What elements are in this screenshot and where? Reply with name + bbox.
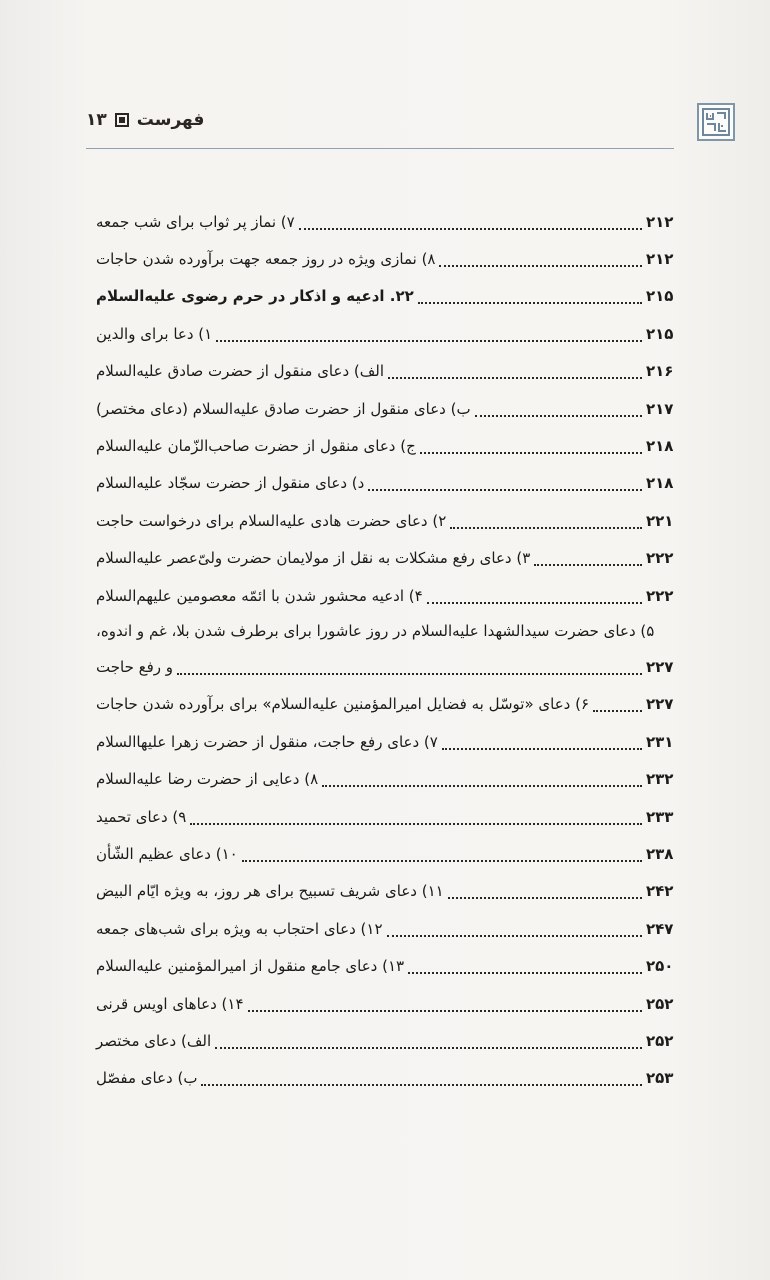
toc-entry-page: ۲۱۸ (646, 437, 674, 456)
toc-entry-page: ۲۳۸ (646, 844, 674, 863)
toc-entry (92, 577, 686, 614)
toc-entry (92, 1022, 686, 1059)
toc-entry (92, 353, 686, 390)
dot-leader (201, 1082, 642, 1086)
toc-entry-title: و رفع حاجت (96, 657, 174, 676)
dot-leader (299, 226, 642, 230)
table-of-contents (92, 203, 686, 1097)
toc-entry (92, 873, 686, 910)
toc-entry-page: ۲۱۷ (646, 399, 674, 418)
toc-entry-title: ب) دعای مفصّل (96, 1069, 198, 1088)
toc-entry-title: ج) دعای منقول از حضرت صاحب‌الزّمان علیه‌السلام (96, 437, 416, 456)
dot-leader (442, 746, 642, 750)
toc-entry (92, 390, 686, 427)
toc-entry (92, 278, 686, 315)
toc-entry-page: ۲۱۲ (646, 250, 674, 269)
toc-entry-title: ۷) دعای رفع حاجت، منقول از حضرت زهرا علیهاالسلام (96, 732, 438, 751)
page-number: ۱۳ (86, 110, 107, 130)
toc-entry (92, 540, 686, 577)
toc-entry-title: ۸) نمازی ویژه در روز جمعه جهت برآورده شدن حاجات (96, 250, 436, 269)
toc-entry (92, 686, 686, 723)
toc-entry-page: ۲۲۲ (646, 586, 674, 605)
publisher-logo-icon (697, 103, 735, 141)
toc-entry-title: ۲۲. ادعیه و اذکار در حرم رضوی علیه‌السلام (96, 287, 414, 306)
dot-leader (216, 338, 642, 342)
toc-entry (92, 648, 686, 685)
toc-entry-page: ۲۳۳ (646, 807, 674, 826)
toc-entry (92, 614, 686, 648)
dot-leader (408, 970, 642, 974)
dot-leader (388, 375, 642, 379)
toc-entry-page: ۲۴۲ (646, 882, 674, 901)
toc-entry-title: ب) دعای منقول از حضرت صادق علیه‌السلام (دعای مختصر) (96, 399, 471, 418)
toc-entry-page: ۲۱۲ (646, 212, 674, 231)
toc-entry (92, 760, 686, 797)
toc-entry (92, 240, 686, 277)
toc-entry-page: ۲۱۸ (646, 474, 674, 493)
dot-leader (450, 525, 642, 529)
dot-leader (215, 1045, 642, 1049)
toc-entry-title: الف) دعای منقول از حضرت صادق علیه‌السلام (96, 362, 385, 381)
toc-entry-title: ۱۱) دعای شریف تسبیح برای هر روز، به ویژه ایّام البیض (96, 882, 444, 901)
toc-entry-title: ۱۴) دعاهای اویس قرنی (96, 994, 244, 1013)
toc-entry (92, 465, 686, 502)
dot-leader (242, 858, 642, 862)
toc-entry-page: ۲۴۷ (646, 919, 674, 938)
toc-entry-page: ۲۱۶ (646, 362, 674, 381)
toc-entry-title: ۷) نماز پر ثواب برای شب جمعه (96, 212, 295, 231)
square-bullet-icon (115, 113, 129, 127)
toc-entry-title: ۱۲) دعای احتجاب به ویژه برای شب‌های جمعه (96, 919, 383, 938)
dot-leader (322, 783, 642, 787)
dot-leader (475, 413, 642, 417)
toc-entry-title: ۱) دعا برای والدین (96, 324, 213, 343)
dot-leader (248, 1008, 642, 1012)
toc-entry (92, 203, 686, 240)
toc-entry-page: ۲۱۵ (646, 324, 674, 343)
toc-entry-title: ۵) دعای حضرت سیدالشهدا علیه‌السلام در روز عاشورا برای برطرف شدن بلا، غم و اندوه، (96, 622, 655, 641)
toc-entry-page: ۲۳۱ (646, 732, 674, 751)
dot-leader (448, 895, 642, 899)
toc-entry (92, 910, 686, 947)
toc-entry (92, 798, 686, 835)
toc-entry (92, 723, 686, 760)
toc-entry-page: ۲۵۲ (646, 1031, 674, 1050)
toc-entry-page: ۲۲۷ (646, 657, 674, 676)
toc-entry (92, 315, 686, 352)
toc-entry (92, 427, 686, 464)
toc-entry (92, 985, 686, 1022)
header-title: فهرست (136, 110, 205, 130)
dot-leader (593, 708, 642, 712)
running-head (86, 110, 204, 130)
dot-leader (534, 562, 642, 566)
toc-entry (92, 1060, 686, 1097)
toc-entry-title: ۴) ادعیه محشور شدن با ائمّه معصومین علیهم‌السلام (96, 586, 423, 605)
toc-entry-page: ۲۲۷ (646, 695, 674, 714)
toc-entry-page: ۲۵۰ (646, 957, 674, 976)
toc-entry-title: د) دعای منقول از حضرت سجّاد علیه‌السلام (96, 474, 365, 493)
toc-entry (92, 502, 686, 539)
dot-leader (420, 450, 642, 454)
toc-entry-title: ۲) دعای حضرت هادی علیه‌السلام برای درخواست حاجت (96, 511, 447, 530)
dot-leader (418, 300, 642, 304)
toc-entry-page: ۲۳۲ (646, 770, 674, 789)
toc-entry (92, 835, 686, 872)
toc-entry-page: ۲۲۲ (646, 549, 674, 568)
dot-leader (190, 821, 642, 825)
toc-entry-title: ۸) دعایی از حضرت رضا علیه‌السلام (96, 770, 319, 789)
toc-entry-title: ۶) دعای «توسّل به فضایل امیرالمؤمنین علیه‌السلام» برای برآورده شدن حاجات (96, 695, 590, 714)
toc-entry-page: ۲۵۳ (646, 1069, 674, 1088)
toc-entry-title: ۳) دعای رفع مشکلات به نقل از مولایمان حضرت ولیّ‌عصر علیه‌السلام (96, 549, 531, 568)
dot-leader (177, 671, 642, 675)
toc-entry-page: ۲۲۱ (646, 511, 674, 530)
dot-leader (368, 487, 642, 491)
dot-leader (439, 263, 642, 267)
toc-entry-title: الف) دعای مختصر (96, 1031, 212, 1050)
toc-entry (92, 947, 686, 984)
toc-entry-page: ۲۵۲ (646, 994, 674, 1013)
dot-leader (387, 933, 642, 937)
toc-entry-title: ۹) دعای تحمید (96, 807, 187, 826)
dot-leader (427, 600, 642, 604)
toc-entry-page: ۲۱۵ (646, 287, 674, 306)
page-header (86, 100, 674, 149)
toc-entry-title: ۱۳) دعای جامع منقول از امیرالمؤمنین علیه‌السلام (96, 957, 405, 976)
toc-entry-title: ۱۰) دعای عظیم الشّأن (96, 844, 238, 863)
